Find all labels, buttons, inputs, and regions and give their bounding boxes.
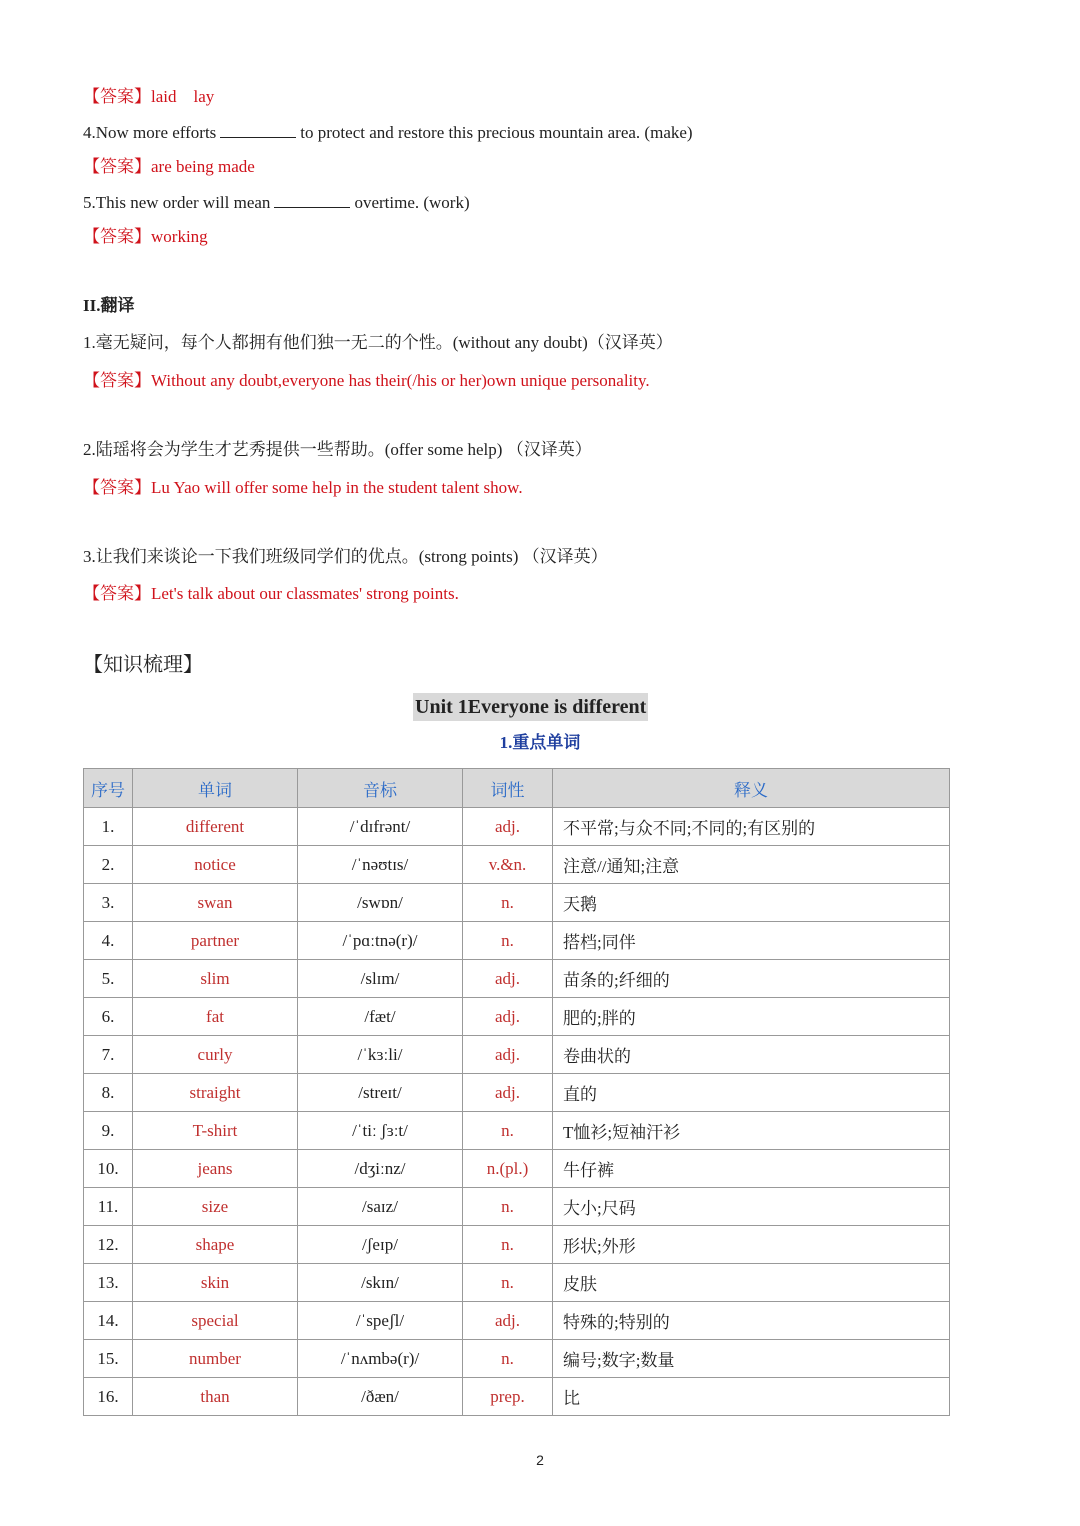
row-pronunciation: /swɒn/ <box>298 884 463 922</box>
row-pronunciation: /ˈtiː ʃɜːt/ <box>298 1112 463 1150</box>
row-meaning: 特殊的;特别的 <box>553 1302 950 1340</box>
row-number: 15. <box>84 1340 133 1378</box>
row-part-of-speech: n. <box>463 1264 553 1302</box>
answer-tag: 【答案】 <box>83 227 151 246</box>
translation-answer-2 <box>83 476 523 500</box>
row-number: 5. <box>84 960 133 998</box>
row-meaning: 直的 <box>553 1074 950 1112</box>
row-pronunciation: /dʒiːnz/ <box>298 1150 463 1188</box>
table-row <box>84 1378 950 1416</box>
row-meaning: 天鹅 <box>553 884 950 922</box>
translation-answer-1 <box>83 369 650 393</box>
row-number: 14. <box>84 1302 133 1340</box>
row-number: 8. <box>84 1074 133 1112</box>
row-meaning: 苗条的;纤细的 <box>553 960 950 998</box>
row-number: 12. <box>84 1226 133 1264</box>
table-row <box>84 960 950 998</box>
row-number: 11. <box>84 1188 133 1226</box>
row-pronunciation: /ˈpɑːtnə(r)/ <box>298 922 463 960</box>
table-header-row <box>84 769 950 808</box>
row-part-of-speech: adj. <box>463 1074 553 1112</box>
row-part-of-speech: adj. <box>463 960 553 998</box>
row-pronunciation: /fæt/ <box>298 998 463 1036</box>
row-meaning: 编号;数字;数量 <box>553 1340 950 1378</box>
question-4 <box>83 121 693 145</box>
row-word: notice <box>133 846 298 884</box>
row-pronunciation: /ˈnʌmbə(r)/ <box>298 1340 463 1378</box>
answer-tag: 【答案】 <box>83 371 151 390</box>
row-pronunciation: /streɪt/ <box>298 1074 463 1112</box>
question-text: to protect and restore this precious mountain area. (make) <box>300 123 693 142</box>
row-part-of-speech: prep. <box>463 1378 553 1416</box>
row-pronunciation: /ˈdɪfrənt/ <box>298 808 463 846</box>
section-title: 1.重点单词 <box>499 733 581 752</box>
blank <box>220 121 296 138</box>
table-row <box>84 884 950 922</box>
answer-text: Without any doubt,everyone has their(/his or her)own unique personality. <box>151 371 650 390</box>
answer-text: working <box>151 227 208 246</box>
table-row <box>84 1036 950 1074</box>
row-number: 7. <box>84 1036 133 1074</box>
row-number: 4. <box>84 922 133 960</box>
row-pronunciation: /skɪn/ <box>298 1264 463 1302</box>
header-meaning: 释义 <box>553 769 950 808</box>
table-row <box>84 998 950 1036</box>
row-number: 1. <box>84 808 133 846</box>
answer-tag: 【答案】 <box>83 584 151 603</box>
vocab-table <box>83 768 950 1416</box>
header-number: 序号 <box>84 769 133 808</box>
table-row <box>84 846 950 884</box>
question-5 <box>83 191 470 215</box>
row-part-of-speech: adj. <box>463 1302 553 1340</box>
row-part-of-speech: v.&n. <box>463 846 553 884</box>
row-part-of-speech: adj. <box>463 998 553 1036</box>
row-meaning: 卷曲状的 <box>553 1036 950 1074</box>
row-pronunciation: /ˈspeʃl/ <box>298 1302 463 1340</box>
row-word: different <box>133 808 298 846</box>
table-row <box>84 1188 950 1226</box>
table-row <box>84 1150 950 1188</box>
row-meaning: 大小;尺码 <box>553 1188 950 1226</box>
row-word: jeans <box>133 1150 298 1188</box>
row-word: number <box>133 1340 298 1378</box>
translation-question-3: 3.让我们来谈论一下我们班级同学们的优点。(strong points) （汉译英） <box>83 547 608 566</box>
row-meaning: 牛仔裤 <box>553 1150 950 1188</box>
table-row <box>84 1264 950 1302</box>
unit-title: Unit 1Everyone is different <box>413 693 648 721</box>
header-word: 单词 <box>133 769 298 808</box>
table-row <box>84 808 950 846</box>
row-part-of-speech: n. <box>463 922 553 960</box>
row-word: size <box>133 1188 298 1226</box>
table-row <box>84 1074 950 1112</box>
row-part-of-speech: n. <box>463 884 553 922</box>
answer-tag: 【答案】 <box>83 478 151 497</box>
row-meaning: 不平常;与众不同;不同的;有区别的 <box>553 808 950 846</box>
row-word: straight <box>133 1074 298 1112</box>
row-word: fat <box>133 998 298 1036</box>
table-row <box>84 1302 950 1340</box>
row-pronunciation: /ˈnəʊtɪs/ <box>298 846 463 884</box>
row-part-of-speech: n. <box>463 1226 553 1264</box>
row-number: 13. <box>84 1264 133 1302</box>
row-word: than <box>133 1378 298 1416</box>
row-part-of-speech: n. <box>463 1188 553 1226</box>
row-word: curly <box>133 1036 298 1074</box>
blank <box>274 191 350 208</box>
answer-3 <box>83 85 214 109</box>
row-word: shape <box>133 1226 298 1264</box>
header-pronunciation: 音标 <box>298 769 463 808</box>
question-text: 5.This new order will mean <box>83 193 271 212</box>
row-number: 10. <box>84 1150 133 1188</box>
translation-question-2: 2.陆瑶将会为学生才艺秀提供一些帮助。(offer some help) （汉译英） <box>83 440 592 459</box>
row-pronunciation: /ˈkɜːli/ <box>298 1036 463 1074</box>
row-pronunciation: /ʃeɪp/ <box>298 1226 463 1264</box>
translation-answer-3 <box>83 582 459 606</box>
row-meaning: 肥的;胖的 <box>553 998 950 1036</box>
table-row <box>84 1226 950 1264</box>
row-word: special <box>133 1302 298 1340</box>
row-meaning: 搭档;同伴 <box>553 922 950 960</box>
row-part-of-speech: n.(pl.) <box>463 1150 553 1188</box>
answer-text: Let's talk about our classmates' strong points. <box>151 584 459 603</box>
row-pronunciation: /ðæn/ <box>298 1378 463 1416</box>
table-row <box>84 1112 950 1150</box>
answer-5 <box>83 225 208 249</box>
row-meaning: 皮肤 <box>553 1264 950 1302</box>
answer-tag: 【答案】 <box>83 157 151 176</box>
answer-text: laid lay <box>151 87 215 106</box>
row-number: 6. <box>84 998 133 1036</box>
row-part-of-speech: adj. <box>463 1036 553 1074</box>
section-heading-translation: II.翻译 <box>83 296 135 315</box>
row-number: 2. <box>84 846 133 884</box>
answer-4 <box>83 155 255 179</box>
row-pronunciation: /saɪz/ <box>298 1188 463 1226</box>
row-part-of-speech: n. <box>463 1340 553 1378</box>
knowledge-heading: 【知识梳理】 <box>83 654 203 676</box>
row-part-of-speech: n. <box>463 1112 553 1150</box>
row-word: skin <box>133 1264 298 1302</box>
row-word: T-shirt <box>133 1112 298 1150</box>
row-meaning: T恤衫;短袖汗衫 <box>553 1112 950 1150</box>
row-number: 3. <box>84 884 133 922</box>
answer-text: are being made <box>151 157 255 176</box>
question-text: overtime. (work) <box>354 193 470 212</box>
page-number: 2 <box>536 1452 544 1468</box>
translation-question-1: 1.毫无疑问，每个人都拥有他们独一无二的个性。(without any doubt)（汉译英） <box>83 333 673 352</box>
table-row <box>84 1340 950 1378</box>
row-word: swan <box>133 884 298 922</box>
answer-tag: 【答案】 <box>83 87 151 106</box>
row-meaning: 注意//通知;注意 <box>553 846 950 884</box>
row-number: 9. <box>84 1112 133 1150</box>
row-number: 16. <box>84 1378 133 1416</box>
row-part-of-speech: adj. <box>463 808 553 846</box>
row-pronunciation: /slɪm/ <box>298 960 463 998</box>
answer-text: Lu Yao will offer some help in the student talent show. <box>151 478 523 497</box>
table-row <box>84 922 950 960</box>
question-text: 4.Now more efforts <box>83 123 217 142</box>
row-word: partner <box>133 922 298 960</box>
row-meaning: 比 <box>553 1378 950 1416</box>
row-meaning: 形状;外形 <box>553 1226 950 1264</box>
header-part-of-speech: 词性 <box>463 769 553 808</box>
row-word: slim <box>133 960 298 998</box>
